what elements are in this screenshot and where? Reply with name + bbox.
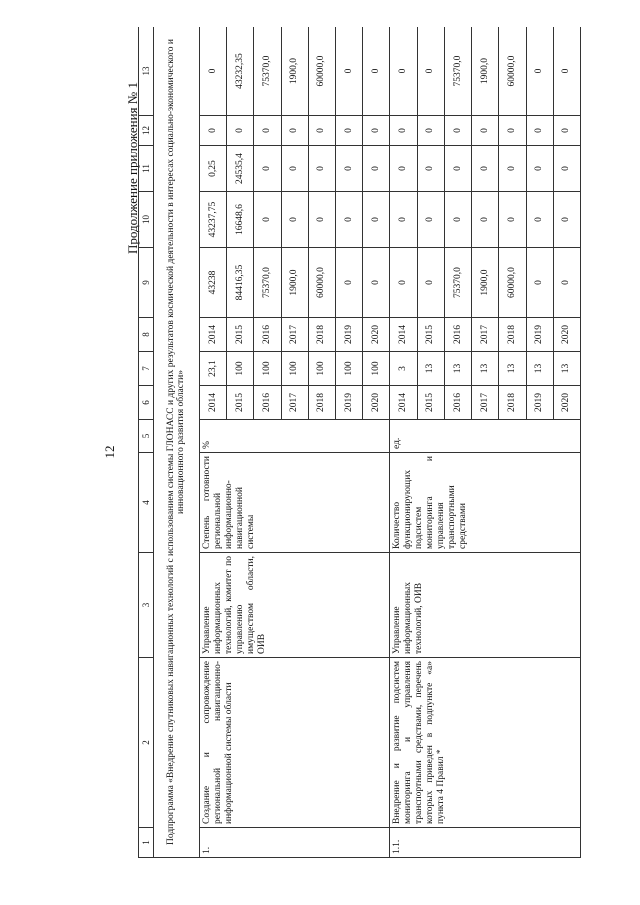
value-cell: 0 (199, 116, 226, 146)
value-cell: 0 (390, 27, 417, 116)
col-header: 11 (139, 146, 154, 192)
table-row (390, 27, 417, 858)
value-cell: 2017 (281, 386, 308, 420)
value-cell: 2016 (254, 386, 281, 420)
value-cell: 3 (390, 352, 417, 386)
value-cell: 0 (363, 248, 390, 318)
value-cell: 2016 (444, 318, 471, 352)
value-cell: 100 (254, 352, 281, 386)
value-cell: 0 (308, 192, 335, 248)
value-cell: 2015 (417, 386, 444, 420)
measure-name: Создание и сопровождение региональной навигационно-информационной системы области (199, 658, 390, 828)
value-cell: 0 (526, 146, 553, 192)
value-cell: 2019 (526, 318, 553, 352)
column-number-row (139, 27, 154, 858)
value-cell: 0 (444, 192, 471, 248)
value-cell: 0 (526, 116, 553, 146)
value-cell: 100 (281, 352, 308, 386)
col-header: 5 (139, 420, 154, 453)
value-cell: 0 (417, 116, 444, 146)
program-table (138, 27, 581, 858)
value-cell: 2018 (499, 318, 526, 352)
value-cell: 100 (227, 352, 254, 386)
col-header: 13 (139, 27, 154, 116)
executor: Управление информационных технологий, комитет по управлению имуществом области, ОИВ (199, 553, 390, 658)
value-cell: 13 (444, 352, 471, 386)
page-number: 12 (102, 445, 117, 459)
appendix-label: Продолжение приложения № 1 (125, 82, 140, 254)
subprogram-title: Подпрограмма «Внедрение спутниковых навигационных технологий с использованием системы ГЛОНАСС и других результатов космической деятельности в интересах социально-экономического и инновационного развития области» (154, 27, 200, 858)
value-cell: 60000,0 (499, 27, 526, 116)
value-cell: 100 (335, 352, 362, 386)
value-cell: 13 (526, 352, 553, 386)
value-cell: 43238 (199, 248, 226, 318)
value-cell: 75370,0 (444, 27, 471, 116)
value-cell: 24535,4 (227, 146, 254, 192)
value-cell: 0 (499, 146, 526, 192)
value-cell: 2014 (199, 386, 226, 420)
value-cell: 0 (526, 248, 553, 318)
value-cell: 1900,0 (472, 27, 499, 116)
value-cell: 0 (363, 116, 390, 146)
col-header: 3 (139, 553, 154, 658)
value-cell: 60000,0 (308, 248, 335, 318)
value-cell: 0 (363, 146, 390, 192)
value-cell: 0 (308, 116, 335, 146)
value-cell: 75370,0 (444, 248, 471, 318)
value-cell: 2018 (308, 386, 335, 420)
value-cell: 0 (553, 116, 580, 146)
value-cell: 0 (335, 192, 362, 248)
executor: Управление информационных технологий, ОИВ (390, 553, 581, 658)
value-cell: 84416,35 (227, 248, 254, 318)
value-cell: 2016 (254, 318, 281, 352)
value-cell: 0 (227, 116, 254, 146)
rotated-table-container (138, 27, 581, 858)
value-cell: 60000,0 (499, 248, 526, 318)
value-cell: 13 (472, 352, 499, 386)
value-cell: 0 (417, 248, 444, 318)
value-cell: 1900,0 (281, 248, 308, 318)
value-cell: 2019 (335, 318, 362, 352)
value-cell: 0 (390, 146, 417, 192)
value-cell: 2017 (281, 318, 308, 352)
value-cell: 0 (472, 146, 499, 192)
value-cell: 0 (254, 116, 281, 146)
value-cell: 0 (553, 248, 580, 318)
value-cell: 13 (553, 352, 580, 386)
value-cell: 100 (308, 352, 335, 386)
value-cell: 0 (417, 192, 444, 248)
value-cell: 0 (526, 192, 553, 248)
table-row (199, 27, 226, 858)
value-cell: 75370,0 (254, 248, 281, 318)
value-cell: 0 (254, 192, 281, 248)
value-cell: 0 (472, 116, 499, 146)
value-cell: 0 (281, 146, 308, 192)
value-cell: 43237,75 (199, 192, 226, 248)
value-cell: 0 (199, 27, 226, 116)
value-cell: 0 (417, 27, 444, 116)
value-cell: 2020 (363, 318, 390, 352)
measure-name: Внедрение и развитие подсистем мониторинга и управления транспортными средствами, перечень которых приведен в подпункте «а» пункта 4 Правил * (390, 658, 581, 828)
value-cell: 2015 (417, 318, 444, 352)
value-cell: 0 (553, 27, 580, 116)
value-cell: 2015 (227, 318, 254, 352)
indicator: Степень готовности региональной информационно-навигационной системы (199, 453, 390, 553)
row-number: 1.1. (390, 828, 581, 858)
value-cell: 2019 (526, 386, 553, 420)
value-cell: 2017 (472, 318, 499, 352)
value-cell: 75370,0 (254, 27, 281, 116)
value-cell: 2020 (553, 318, 580, 352)
value-cell: 0 (417, 146, 444, 192)
value-cell: 2014 (199, 318, 226, 352)
value-cell: 2020 (553, 386, 580, 420)
value-cell: 0 (390, 192, 417, 248)
col-header: 2 (139, 658, 154, 828)
value-cell: 0 (526, 27, 553, 116)
value-cell: 0 (553, 192, 580, 248)
value-cell: 0 (254, 146, 281, 192)
indicator: Количество функционирующих подсистем мониторинга и управления транспортными средствами (390, 453, 581, 553)
value-cell: 0 (499, 116, 526, 146)
value-cell: 13 (499, 352, 526, 386)
value-cell: 43232,35 (227, 27, 254, 116)
value-cell: 0 (335, 146, 362, 192)
table-viewport (138, 27, 581, 858)
col-header: 4 (139, 453, 154, 553)
value-cell: 16648,6 (227, 192, 254, 248)
value-cell: 1900,0 (281, 27, 308, 116)
value-cell: 0 (444, 116, 471, 146)
col-header: 8 (139, 318, 154, 352)
value-cell: 0 (335, 116, 362, 146)
value-cell: 0 (363, 27, 390, 116)
value-cell: 23,1 (199, 352, 226, 386)
value-cell: 0 (472, 192, 499, 248)
value-cell: 2016 (444, 386, 471, 420)
value-cell: 100 (363, 352, 390, 386)
col-header: 6 (139, 386, 154, 420)
value-cell: 0 (444, 146, 471, 192)
value-cell: 0 (308, 146, 335, 192)
value-cell: 2015 (227, 386, 254, 420)
value-cell: 0 (390, 116, 417, 146)
value-cell: 2020 (363, 386, 390, 420)
value-cell: 0 (281, 192, 308, 248)
col-header: 12 (139, 116, 154, 146)
col-header: 1 (139, 828, 154, 858)
value-cell: 0 (390, 248, 417, 318)
value-cell: 0 (363, 192, 390, 248)
unit: ед. (390, 420, 581, 453)
col-header: 7 (139, 352, 154, 386)
value-cell: 2014 (390, 386, 417, 420)
value-cell: 2018 (499, 386, 526, 420)
value-cell: 2014 (390, 318, 417, 352)
value-cell: 2019 (335, 386, 362, 420)
unit: % (199, 420, 390, 453)
value-cell: 0 (553, 146, 580, 192)
col-header: 9 (139, 248, 154, 318)
value-cell: 60000,0 (308, 27, 335, 116)
value-cell: 2018 (308, 318, 335, 352)
value-cell: 2017 (472, 386, 499, 420)
value-cell: 0 (335, 27, 362, 116)
value-cell: 0 (499, 192, 526, 248)
value-cell: 0 (335, 248, 362, 318)
row-number: 1. (199, 828, 390, 858)
col-header: 10 (139, 192, 154, 248)
value-cell: 0,25 (199, 146, 226, 192)
value-cell: 0 (281, 116, 308, 146)
value-cell: 13 (417, 352, 444, 386)
subprogram-title-row (154, 27, 200, 858)
value-cell: 1900,0 (472, 248, 499, 318)
